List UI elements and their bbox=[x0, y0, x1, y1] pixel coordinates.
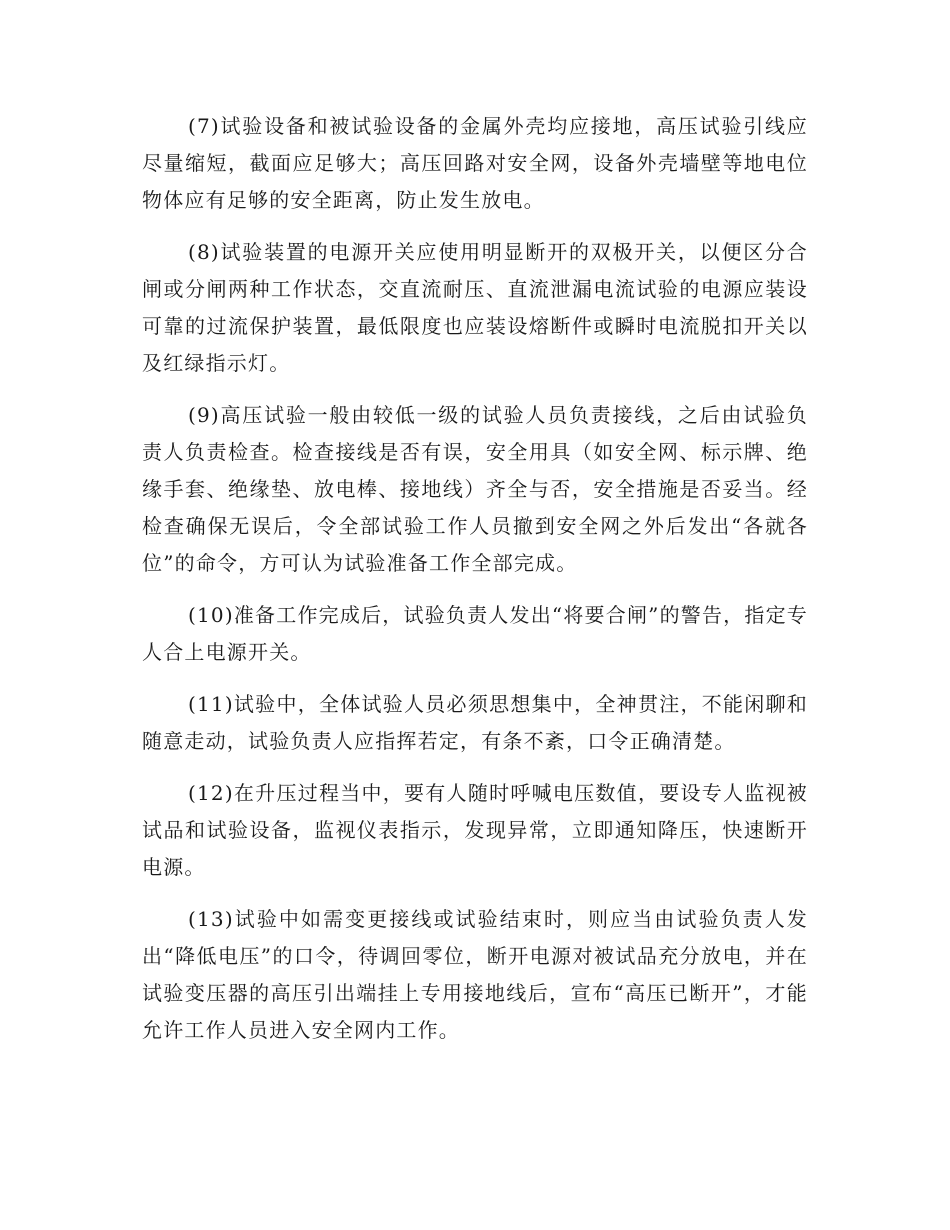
paragraph-8: (8)试验装置的电源开关应使用明显断开的双极开关，以便区分合闸或分闸两种工作状态，交直流耐压、直流泄漏电流试验的电源应装设可靠的过流保护装置，最低限度也应装设熔断件或瞬时电流脱扣开关以及红绿指示灯。 bbox=[142, 240, 808, 375]
paragraph-13: (13)试验中如需变更接线或试验结束时，则应当由试验负责人发出“降低电压”的口令，待调回零位，断开电源对被试品充分放电，并在试验变压器的高压引出端挂上专用接地线后，宣布“高压已断开”，才能允许工作人员进入安全网内工作。 bbox=[142, 907, 808, 1042]
paragraph-10: (10)准备工作完成后，试验负责人发出“将要合闸”的警告，指定专人合上电源开关。 bbox=[142, 603, 808, 664]
paragraph-9: (9)高压试验一般由较低一级的试验人员负责接线，之后由试验负责人负责检查。检查接线是否有误，安全用具（如安全网、标示牌、绝缘手套、绝缘垫、放电棒、接地线）齐全与否，安全措施是否妥当。经检查确保无误后，令全部试验工作人员撤到安全网之外后发出“各就各位”的命令，方可认为试验准备工作全部完成。 bbox=[142, 403, 808, 575]
document-body bbox=[142, 108, 808, 1064]
paragraph-11: (11)试验中，全体试验人员必须思想集中，全神贯注，不能闲聊和随意走动，试验负责人应指挥若定，有条不紊，口令正确清楚。 bbox=[142, 692, 808, 753]
paragraph-12: (12)在升压过程当中，要有人随时呼喊电压数值，要设专人监视被试品和试验设备，监视仪表指示，发现异常，立即通知降压，快速断开电源。 bbox=[142, 781, 808, 879]
paragraph-7: (7)试验设备和被试验设备的金属外壳均应接地，高压试验引线应尽量缩短，截面应足够大；高压回路对安全网，设备外壳墙壁等地电位物体应有足够的安全距离，防止发生放电。 bbox=[142, 114, 808, 212]
